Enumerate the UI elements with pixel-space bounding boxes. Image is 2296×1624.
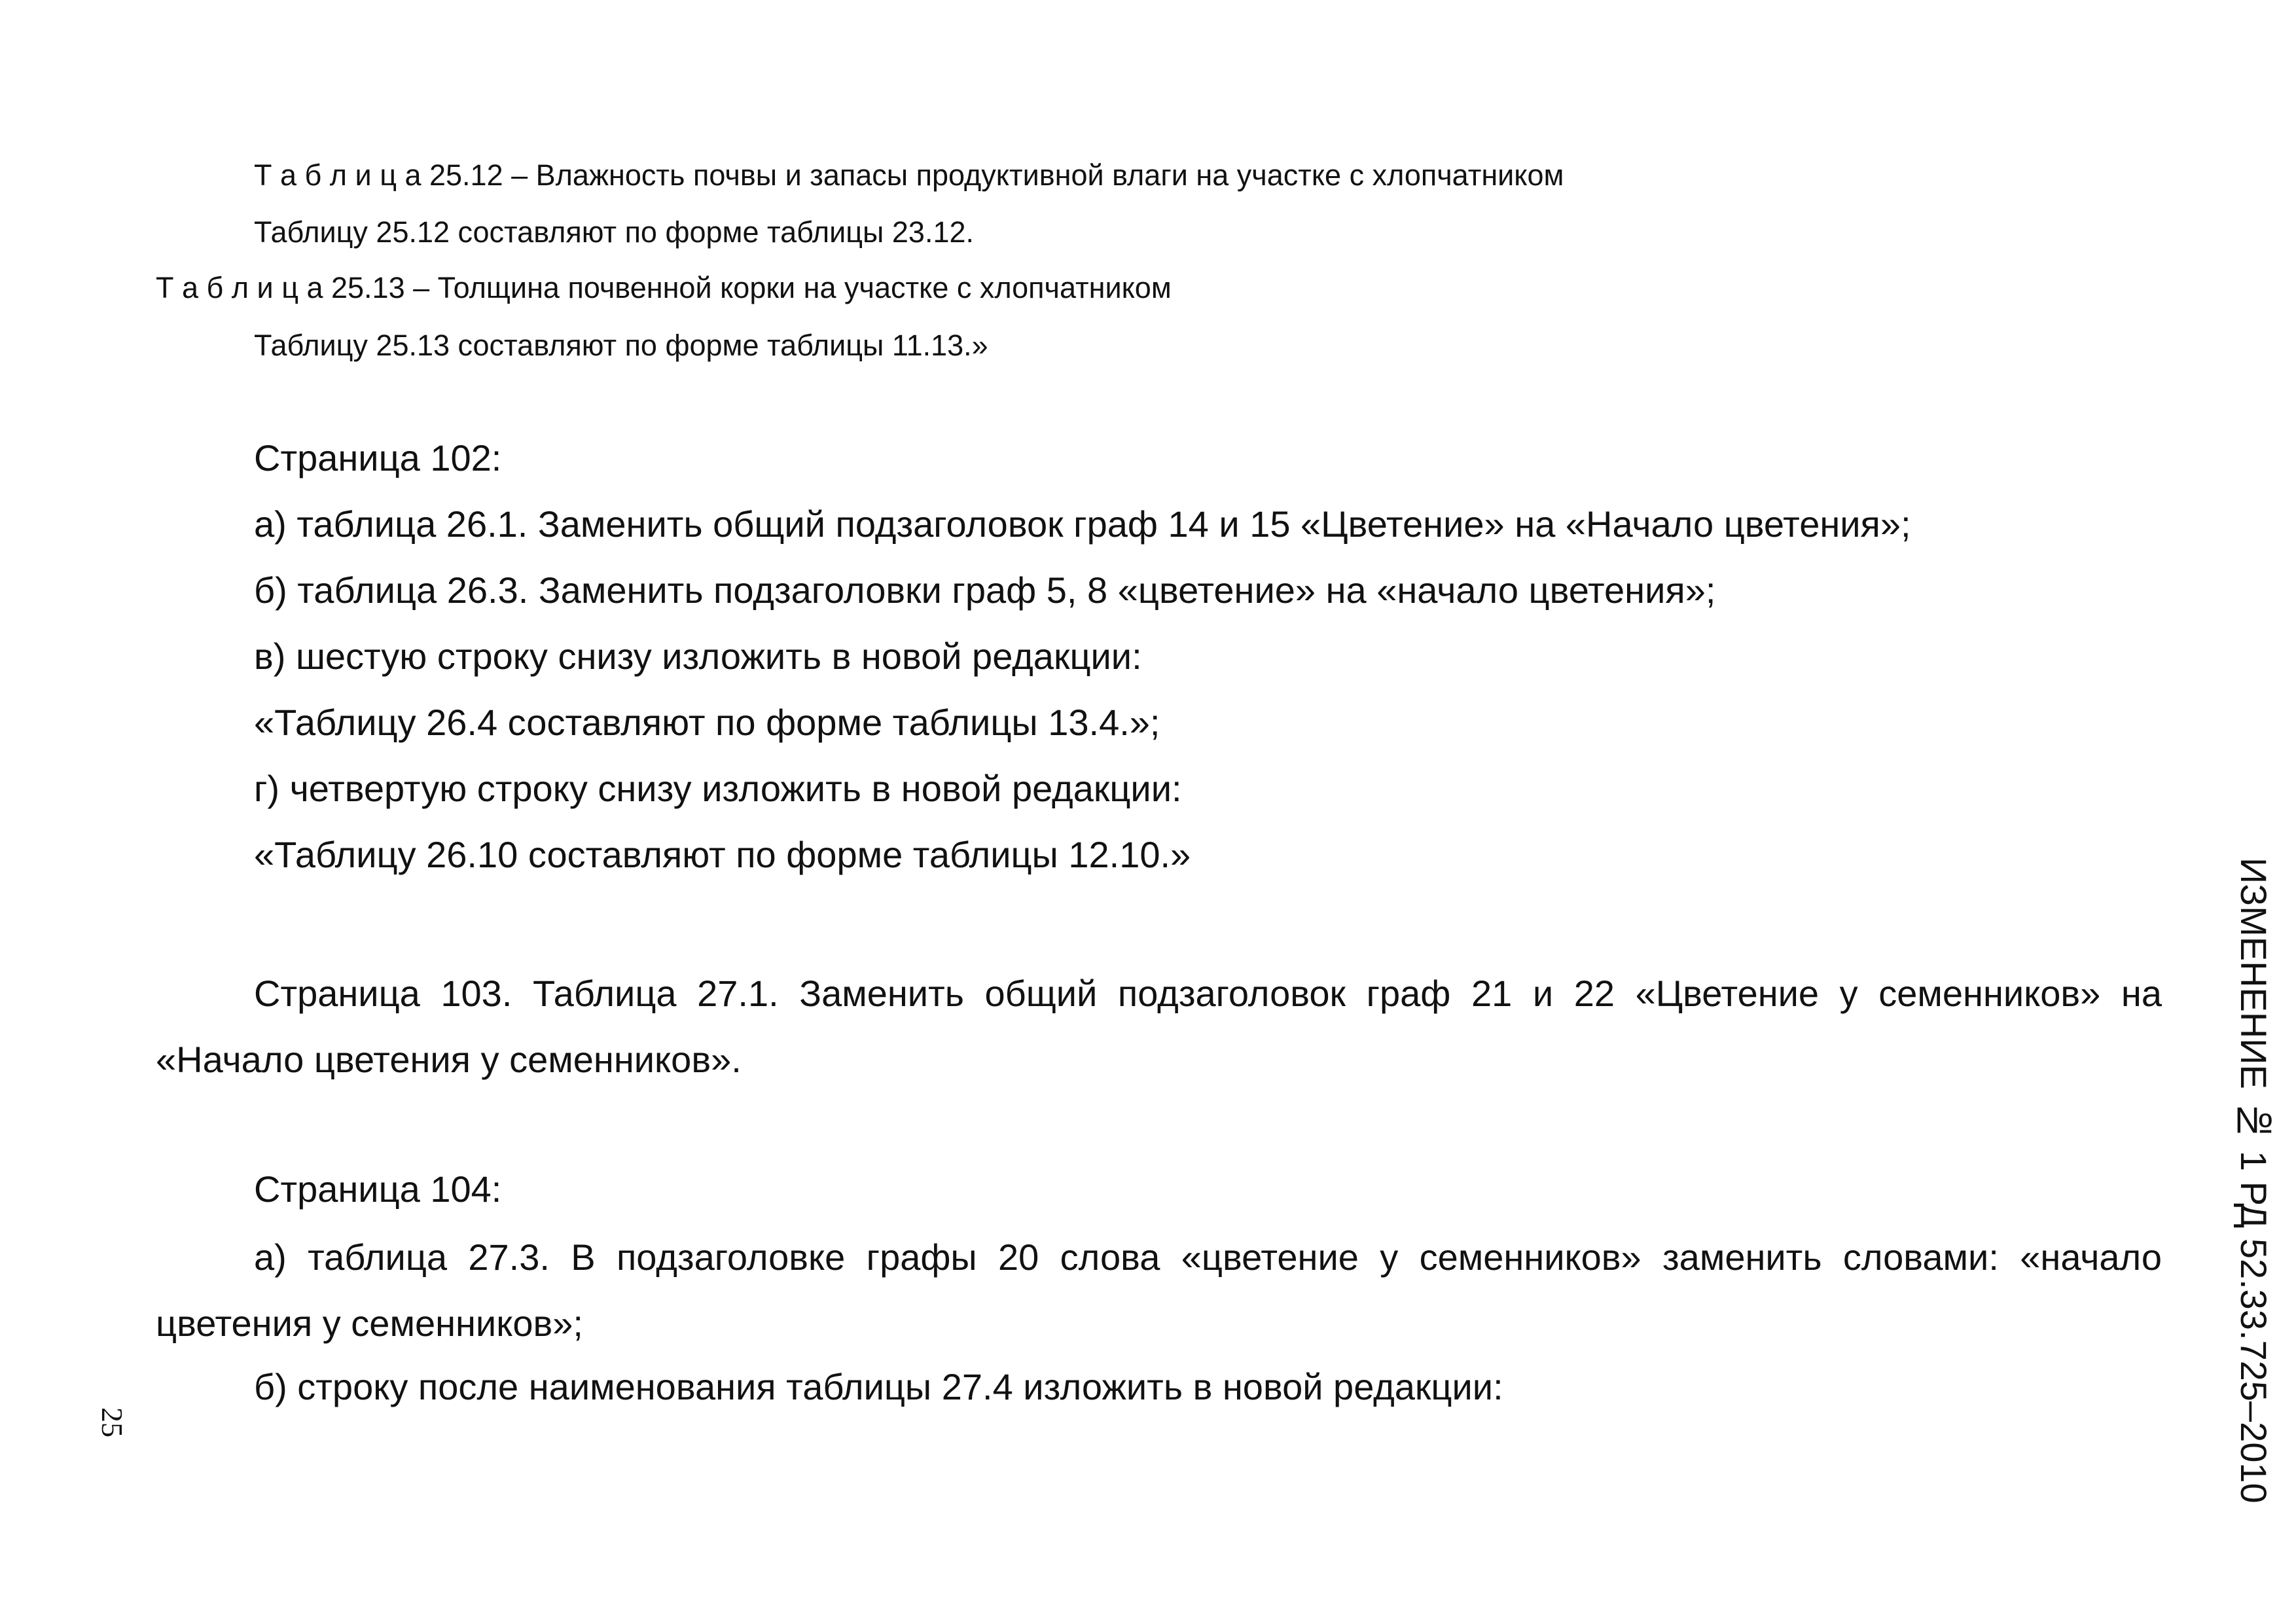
page-102-item-b: б) таблица 26.3. Заменить подзаголовки граф 5, 8 «цветение» на «начало цветения»; bbox=[254, 569, 1716, 611]
table-note-25-13-text: Таблицу 25.13 составляют по форме таблицы 11.13.» bbox=[254, 329, 988, 362]
page-number: 25 bbox=[96, 1407, 129, 1437]
page-102-heading: Страница 102: bbox=[254, 437, 502, 478]
page-104-item-a: а) таблица 27.3. В подзаголовке графы 20 слова «цветение у семенников» заменить словами: «начало цветения у семенников»; bbox=[156, 1236, 2162, 1344]
page-102-item-c: в) шестую строку снизу изложить в новой редакции: bbox=[254, 636, 1142, 677]
page-104-heading: Страница 104: bbox=[254, 1168, 502, 1210]
table-note-25-12-text: Таблицу 25.12 составляют по форме таблицы 23.12. bbox=[254, 215, 975, 249]
page-102-item-a: а) таблица 26.1. Заменить общий подзаголовок граф 14 и 15 «Цветение» на «Начало цветения»; bbox=[254, 503, 1911, 545]
page-102-item-d: г) четвертую строку снизу изложить в новой редакции: bbox=[254, 768, 1182, 809]
page-102-item-c-quote: «Таблицу 26.4 составляют по форме таблицы 13.4.»; bbox=[254, 702, 1160, 743]
page-103-paragraph bbox=[156, 960, 2162, 1092]
page-103-text: Страница 103. Таблица 27.1. Заменить общий подзаголовок граф 21 и 22 «Цветение у семенников» на «Начало цветения у семенников». bbox=[156, 973, 2162, 1080]
page-104-item-a-paragraph bbox=[156, 1224, 2162, 1356]
table-note-25-12-title: Т а б л и ц а 25.12 – Влажность почвы и запасы продуктивной влаги на участке с хлопчатником bbox=[254, 158, 1564, 192]
document-side-label: ИЗМЕНЕНИЕ № 1 РД 52.33.725–2010 bbox=[2233, 857, 2274, 1504]
page-104-item-b: б) строку после наименования таблицы 27.4 изложить в новой редакции: bbox=[254, 1366, 1503, 1407]
page-102-item-d-quote: «Таблицу 26.10 составляют по форме таблицы 12.10.» bbox=[254, 834, 1191, 875]
table-note-25-13-title: Т а б л и ц а 25.13 – Толщина почвенной корки на участке с хлопчатником bbox=[156, 271, 1172, 304]
